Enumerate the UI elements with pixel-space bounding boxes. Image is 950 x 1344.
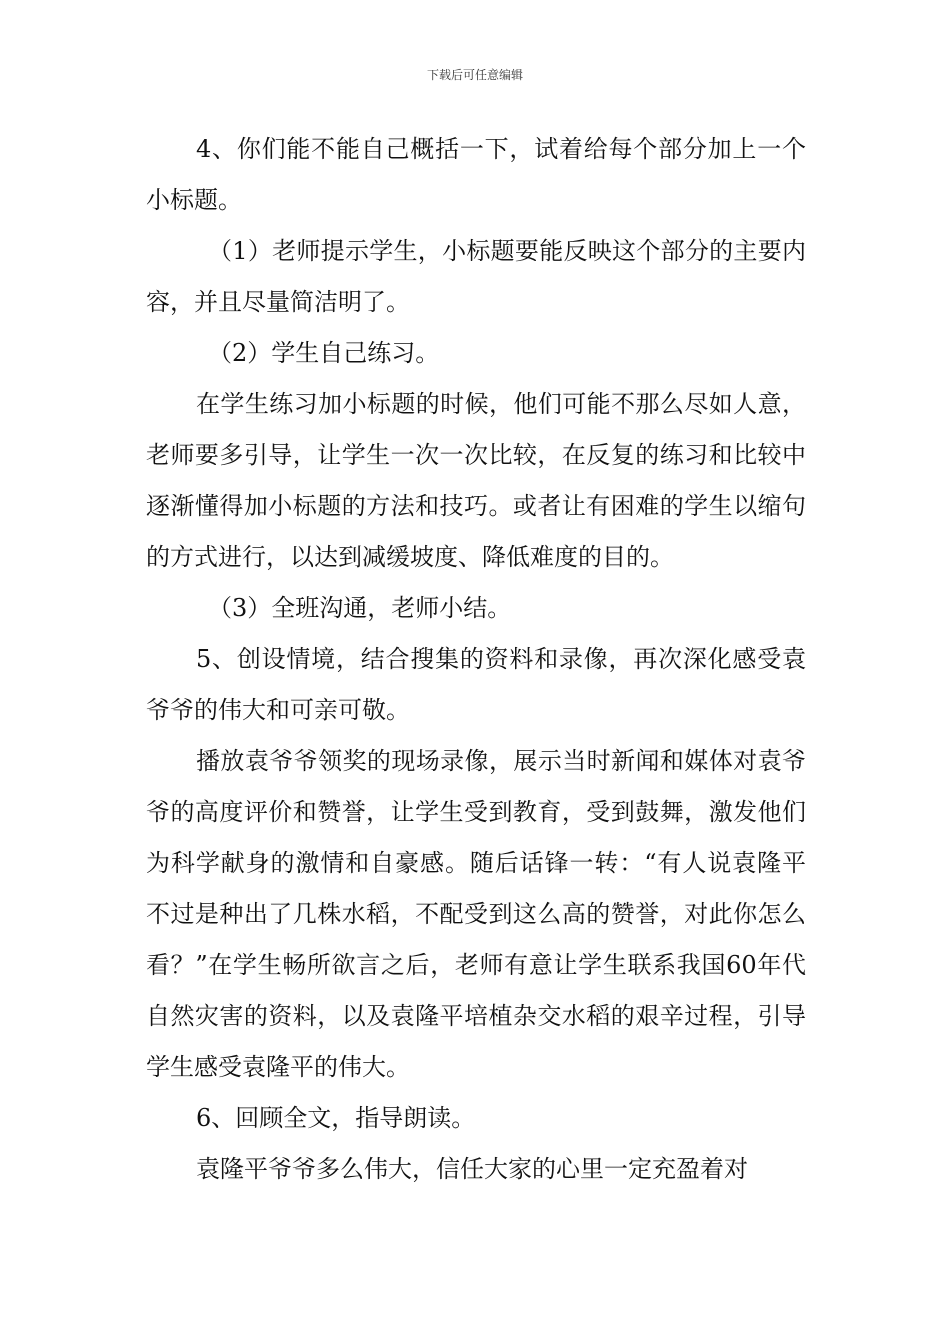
- paragraph-practice-guidance: 在学生练习加小标题的时候，他们可能不那么尽如人意，老师要多引导，让学生一次一次比较，在反复的练习和比较中逐渐懂得加小标题的方法和技巧。或者让有困难的学生以缩句的方式进行，以达到减缓坡度、降低难度的目的。: [146, 390, 806, 571]
- paragraph-step-4-2: （2）学生自己练习。: [208, 339, 440, 367]
- paragraph-step-4: 4、你们能不能自己概括一下，试着给每个部分加上一个小标题。: [146, 135, 806, 214]
- paragraph-video-discussion: 播放袁爷爷领奖的现场录像，展示当时新闻和媒体对袁爷爷的高度评价和赞誉，让学生受到教育，受到鼓舞，激发他们为科学献身的激情和自豪感。随后话锋一转：“有人说袁隆平不过是种出了几株水稻，不配受到这么高的赞誉，对此你怎么看？”在学生畅所欲言之后，老师有意让学生联系我国60年代自然灾害的资料，以及袁隆平培植杂交水稻的艰辛过程，引导学生感受袁隆平的伟大。: [146, 747, 806, 1081]
- paragraph-step-6: 6、回顾全文，指导朗读。: [196, 1104, 476, 1132]
- paragraph-step-4-1: （1）老师提示学生，小标题要能反映这个部分的主要内容，并且尽量简洁明了。: [146, 237, 806, 316]
- paragraph-step-4-3: （3）全班沟通，老师小结。: [208, 594, 512, 622]
- paragraph-step-5: 5、创设情境，结合搜集的资料和录像，再次深化感受袁爷爷的伟大和可亲可敬。: [146, 645, 806, 724]
- page-header: 下载后可任意编辑: [426, 68, 523, 82]
- paragraph-closing: 袁隆平爷爷多么伟大，信任大家的心里一定充盈着对: [196, 1155, 748, 1183]
- document-body: [146, 124, 806, 1195]
